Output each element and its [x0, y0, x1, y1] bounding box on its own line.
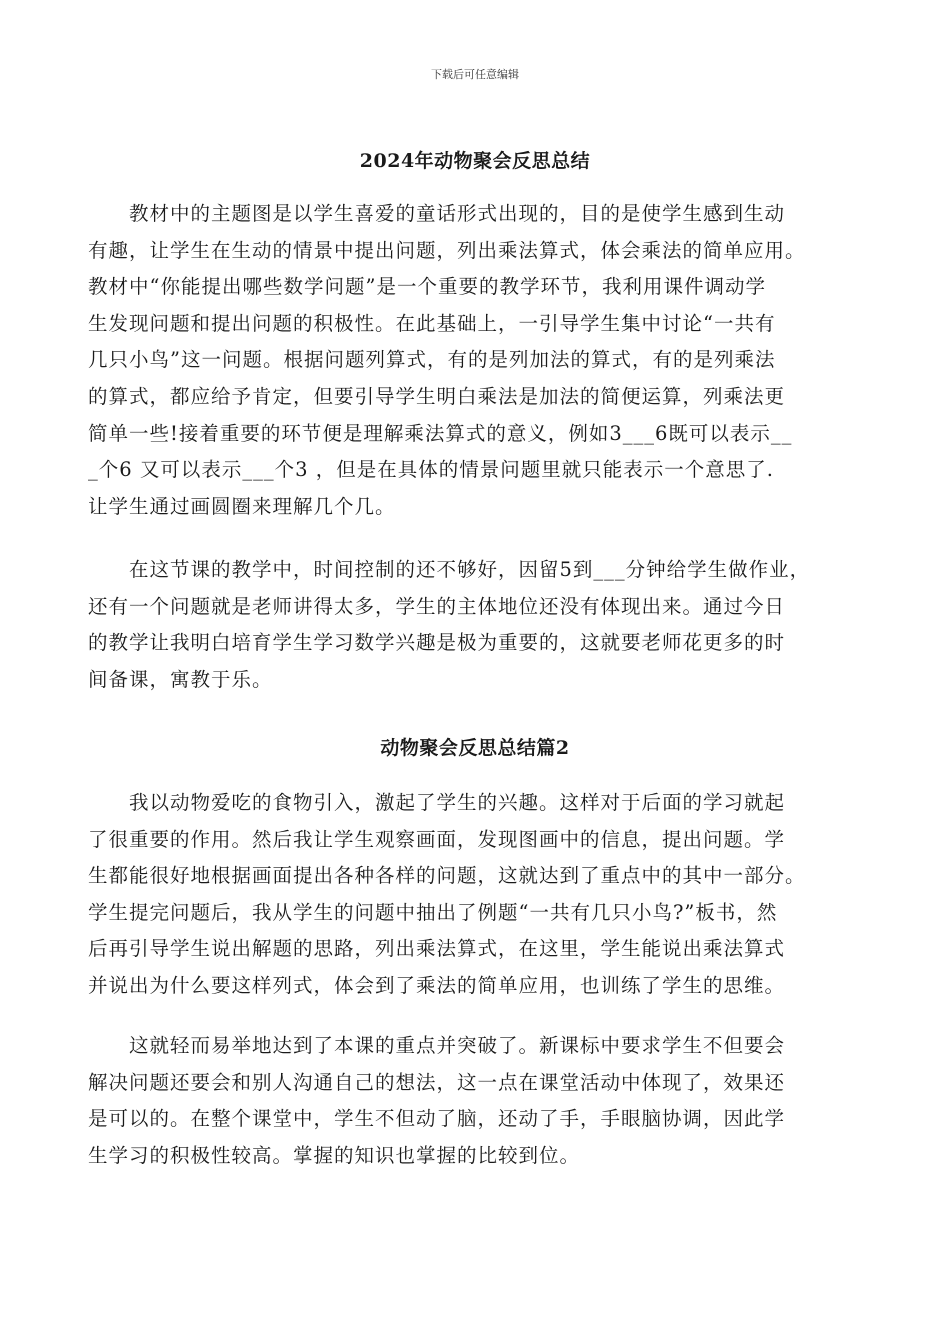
paragraph-line: 生学习的积极性较高。掌握的知识也掌握的比较到位。: [88, 1143, 581, 1167]
paragraph-line: 这就轻而易举地达到了本课的重点并突破了。新课标中要求学生不但要会: [88, 1034, 786, 1057]
paragraph-line: 我以动物爱吃的食物引入，激起了学生的兴趣。这样对于后面的学习就起: [88, 791, 786, 814]
paragraph-1: [88, 196, 864, 525]
paragraph-3: [88, 785, 864, 1005]
document-title: 2024年动物聚会反思总结: [359, 150, 591, 172]
paragraph-line: _个6 又可以表示___个3 ，但是在具体的情景问题里就只能表示一个意思了.: [88, 458, 774, 482]
paragraph-line: 的算式，都应给予肯定，但要引导学生明白乘法是加法的简便运算，列乘法更: [88, 384, 786, 408]
section-title: 动物聚会反思总结篇2: [380, 737, 570, 759]
paragraph-line: 简单一些!接着重要的环节便是理解乘法算式的意义，例如3___6既可以表示__: [88, 421, 793, 445]
paragraph-line: 生都能很好地根据画面提出各种各样的问题，这就达到了重点中的其中一部分。: [88, 864, 806, 888]
paragraph-line: 还有一个问题就是老师讲得太多，学生的主体地位还没有体现出来。通过今日: [88, 594, 786, 618]
paragraph-2: [88, 552, 864, 698]
paragraph-line: 教材中“你能提出哪些数学问题”是一个重要的教学环节，我利用课件调动学: [88, 275, 766, 299]
paragraph-line: 并说出为什么要这样列式，体会到了乘法的简单应用，也训练了学生的思维。: [88, 973, 786, 997]
paragraph-line: 几只小鸟”这一问题。根据问题列算式，有的是列加法的算式，有的是列乘法: [88, 348, 776, 372]
paragraph-line: 了很重要的作用。然后我让学生观察画面，发现图画中的信息，提出问题。学: [88, 827, 786, 851]
paragraph-line: 间备课，寓教于乐。: [88, 667, 273, 691]
paragraph-4: [88, 1028, 864, 1174]
paragraph-line: 的教学让我明白培育学生学习数学兴趣是极为重要的，这就要老师花更多的时: [88, 631, 786, 655]
paragraph-line: 有趣，让学生在生动的情景中提出问题，列出乘法算式，体会乘法的简单应用。: [88, 238, 806, 262]
paragraph-line: 解决问题还要会和别人沟通自己的想法，这一点在课堂活动中体现了，效果还: [88, 1070, 786, 1094]
paragraph-line: 教材中的主题图是以学生喜爱的童话形式出现的，目的是使学生感到生动: [88, 202, 786, 225]
paragraph-line: 在这节课的教学中，时间控制的还不够好，因留5到___分钟给学生做作业，: [88, 558, 811, 581]
paragraph-line: 是可以的。在整个课堂中，学生不但动了脑，还动了手，手眼脑协调，因此学: [88, 1107, 786, 1131]
paragraph-line: 让学生通过画圆圈来理解几个几。: [88, 494, 396, 518]
paragraph-line: 学生提完问题后，我从学生的问题中抽出了例题“一共有几只小鸟?”板书，然: [88, 900, 778, 924]
paragraph-line: 后再引导学生说出解题的思路，列出乘法算式，在这里，学生能说出乘法算式: [88, 937, 786, 961]
header-note: 下载后可任意编辑: [431, 68, 519, 81]
paragraph-line: 生发现问题和提出问题的积极性。在此基础上，一引导学生集中讨论“一共有: [88, 311, 776, 335]
